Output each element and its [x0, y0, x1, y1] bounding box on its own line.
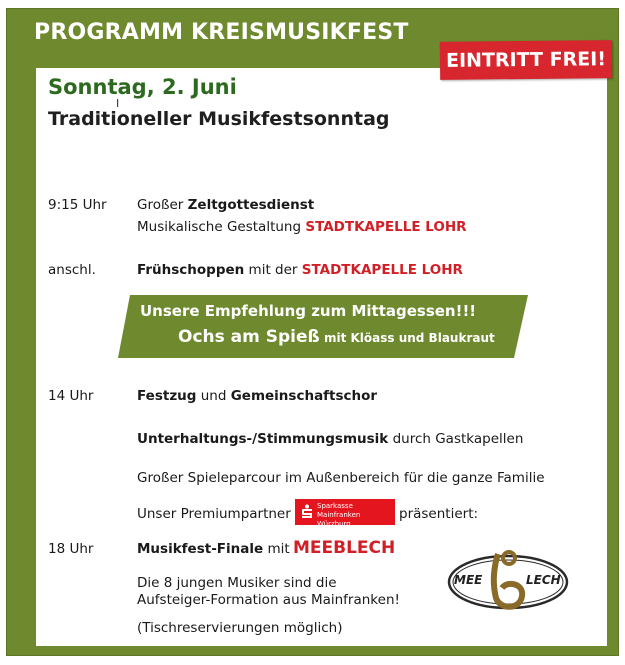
finale-band-name: MEEBLECH [293, 538, 396, 558]
time-label: 14 Uhr [48, 388, 94, 404]
band-description-1: Die 8 jungen Musiker sind die [137, 575, 337, 591]
entertainment-rest: durch Gastkapellen [388, 431, 524, 447]
music-prefix: Musikalische Gestaltung [137, 219, 306, 235]
meeblech-logo [446, 546, 571, 616]
text-cursor-icon: I [116, 97, 120, 110]
sparkasse-logo [295, 499, 395, 528]
sponsor-region: Mainfranken Würzburg [317, 511, 361, 528]
dish-name: Ochs am Spieß [178, 327, 320, 347]
entertainment-title: Unterhaltungs-/Stimmungsmusik [137, 431, 389, 447]
finale-mid: mit [263, 541, 290, 557]
schedule-item-brunch [137, 262, 463, 278]
banner-heading: Unsere Empfehlung zum Mittagessen!!! [140, 302, 477, 320]
choir-title: Gemeinschaftschor [230, 388, 378, 404]
event-date: Sonntag, 2. Juni [48, 75, 237, 99]
time-label: anschl. [48, 262, 96, 278]
parade-title: Festzug [137, 388, 197, 404]
dish-sides: mit Klöass und Blaukraut [319, 331, 495, 345]
banner-dish [178, 327, 495, 347]
service-title: Zeltgottesdienst [187, 197, 315, 213]
time-label: 18 Uhr [48, 541, 94, 557]
lunch-recommendation-banner [118, 295, 528, 358]
schedule-item-parade [137, 388, 377, 404]
schedule-item-music [137, 219, 467, 235]
poster-title: PROGRAMM KREISMUSIKFEST [34, 20, 409, 45]
band-name: STADTKAPELLE LOHR [305, 219, 467, 235]
sponsor-intro: Unser Premiumpartner [137, 506, 291, 522]
band-name: STADTKAPELLE LOHR [301, 262, 463, 278]
time-label: 9:15 Uhr [48, 197, 107, 213]
finale-title: Musikfest-Finale [137, 541, 264, 557]
schedule-item-service [137, 197, 314, 213]
service-prefix: Großer [137, 197, 188, 213]
logo-text-right: LECH [526, 573, 561, 587]
brunch-title: Frühschoppen [137, 262, 245, 278]
sponsor-outro: präsentiert: [399, 506, 479, 522]
parade-mid: und [196, 388, 231, 404]
event-subtitle: Traditioneller Musikfestsonntag [48, 108, 390, 130]
schedule-item-finale [137, 541, 290, 557]
reservation-note: (Tischreservierungen möglich) [137, 620, 343, 636]
schedule-item-games: Großer Spieleparcour im Außenbereich für die ganze Familie [137, 470, 545, 486]
brunch-mid: mit der [244, 262, 302, 278]
free-entry-badge: EINTRITT FREI! [440, 40, 612, 80]
sparkasse-s-icon [301, 504, 313, 518]
sponsor-name: Sparkasse [317, 502, 353, 510]
band-description-2: Aufsteiger-Formation aus Mainfranken! [137, 592, 400, 608]
schedule-item-entertainment [137, 431, 523, 447]
logo-text-left: MEE [454, 573, 483, 587]
